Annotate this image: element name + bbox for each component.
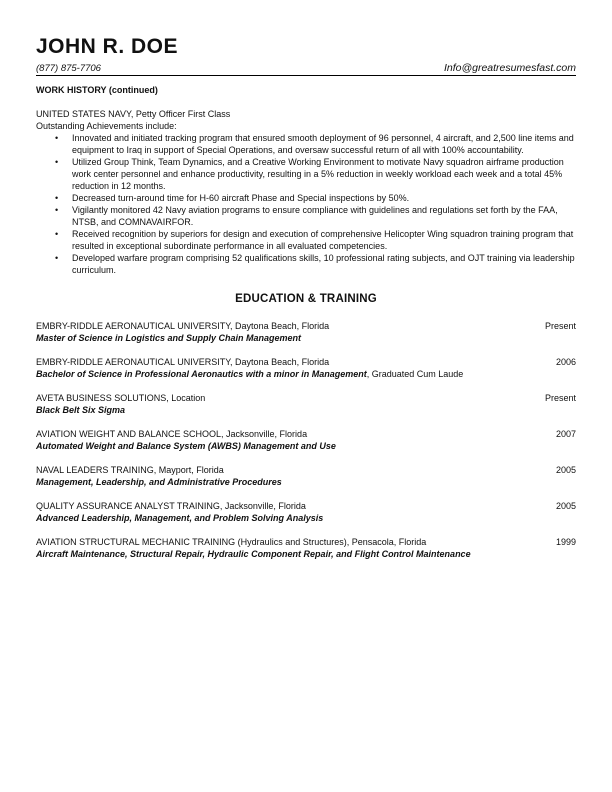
phone-number: (877) 875-7706	[36, 63, 101, 74]
entry-date: 2006	[555, 357, 576, 367]
entry-date: 2005	[555, 501, 576, 511]
institution: QUALITY ASSURANCE ANALYST TRAINING, Jacksonville, Florida	[36, 501, 306, 511]
work-history-heading: WORK HISTORY (continued)	[36, 85, 158, 95]
achievements-intro: Outstanding Achievements include:	[36, 121, 177, 131]
bullet-icon: •	[55, 157, 59, 167]
achievement-item: • Innovated and initiated tracking program that ensured smooth deployment of 96 personnel, 4 aircraft, and 2,500 line items and equipment to Iraq in support of Special Operations, and oversaw successful return of all with 100% accountability.	[55, 133, 574, 155]
degree: Advanced Leadership, Management, and Problem Solving Analysis	[36, 513, 324, 523]
resume-page	[36, 34, 576, 572]
education-entry	[36, 320, 576, 344]
education-entry	[36, 392, 576, 416]
bullet-icon: •	[55, 133, 59, 143]
institution: AVETA BUSINESS SOLUTIONS, Location	[36, 393, 206, 403]
degree: Aircraft Maintenance, Structural Repair, Hydraulic Component Repair, and Flight Control Maintenance	[36, 549, 471, 559]
institution: AVIATION WEIGHT AND BALANCE SCHOOL, Jacksonville, Florida	[36, 429, 308, 439]
institution: AVIATION STRUCTURAL MECHANIC TRAINING (Hydraulics and Structures), Pensacola, Florida	[36, 537, 427, 547]
entry-date: Present	[544, 393, 576, 403]
email-address[interactable]: Info@greatresumesfast.com	[443, 62, 576, 74]
achievement-item: • Utilized Group Think, Team Dynamics, and a Creative Working Environment to motivate Navy squadron airframe production work center personnel and enhance productivity, resulting in a 5% reduction in weekly workload each week and a total 45% reduction in 12 months.	[55, 157, 564, 191]
bullet-icon: •	[55, 229, 59, 239]
contact-line	[36, 62, 576, 76]
education-entry	[36, 356, 576, 380]
institution: EMBRY-RIDDLE AERONAUTICAL UNIVERSITY, Daytona Beach, Florida	[36, 321, 330, 331]
degree-note: , Graduated Cum Laude	[366, 369, 464, 379]
achievement-item: • Decreased turn-around time for H-60 aircraft Phase and Special inspections by 50%.	[55, 193, 410, 203]
bullet-icon: •	[55, 253, 59, 263]
entry-date: 1999	[555, 537, 576, 547]
achievement-list	[36, 132, 576, 276]
degree: Master of Science in Logistics and Supply Chain Management	[36, 333, 302, 343]
achievement-item: • Developed warfare program comprising 52 qualifications skills, 10 professional rating subjects, and OJT training via leadership curriculum.	[55, 253, 575, 275]
education-list	[36, 320, 576, 560]
education-entry	[36, 500, 576, 524]
bullet-icon: •	[55, 193, 59, 203]
entry-date: Present	[544, 321, 576, 331]
bullet-icon: •	[55, 205, 59, 215]
institution: NAVAL LEADERS TRAINING, Mayport, Florida	[36, 465, 224, 475]
education-heading: EDUCATION & TRAINING	[235, 293, 377, 305]
degree: Bachelor of Science in Professional Aeronautics with a minor in Management	[36, 369, 367, 379]
institution: EMBRY-RIDDLE AERONAUTICAL UNIVERSITY, Daytona Beach, Florida	[36, 357, 330, 367]
education-entry	[36, 464, 576, 488]
degree: Automated Weight and Balance System (AWBS) Management and Use	[36, 441, 336, 451]
employer-line: UNITED STATES NAVY, Petty Officer First Class	[36, 109, 231, 119]
entry-date: 2007	[555, 429, 576, 439]
entry-date: 2005	[555, 465, 576, 475]
education-entry	[36, 428, 576, 452]
achievement-item: • Vigilantly monitored 42 Navy aviation programs to ensure compliance with guidelines and regulations set forth by the FAA, NTSB, and COMNAVAIRFOR.	[55, 205, 558, 227]
education-entry	[36, 536, 576, 560]
degree: Black Belt Six Sigma	[36, 405, 126, 415]
achievement-item: • Received recognition by superiors for design and execution of comprehensive Helicopter Wing squadron training program that resulted in exceptional subordinate performance in all evaluated competencies.	[55, 229, 574, 251]
candidate-name: JOHN R. DOE	[36, 35, 179, 58]
degree: Management, Leadership, and Administrative Procedures	[36, 477, 282, 487]
